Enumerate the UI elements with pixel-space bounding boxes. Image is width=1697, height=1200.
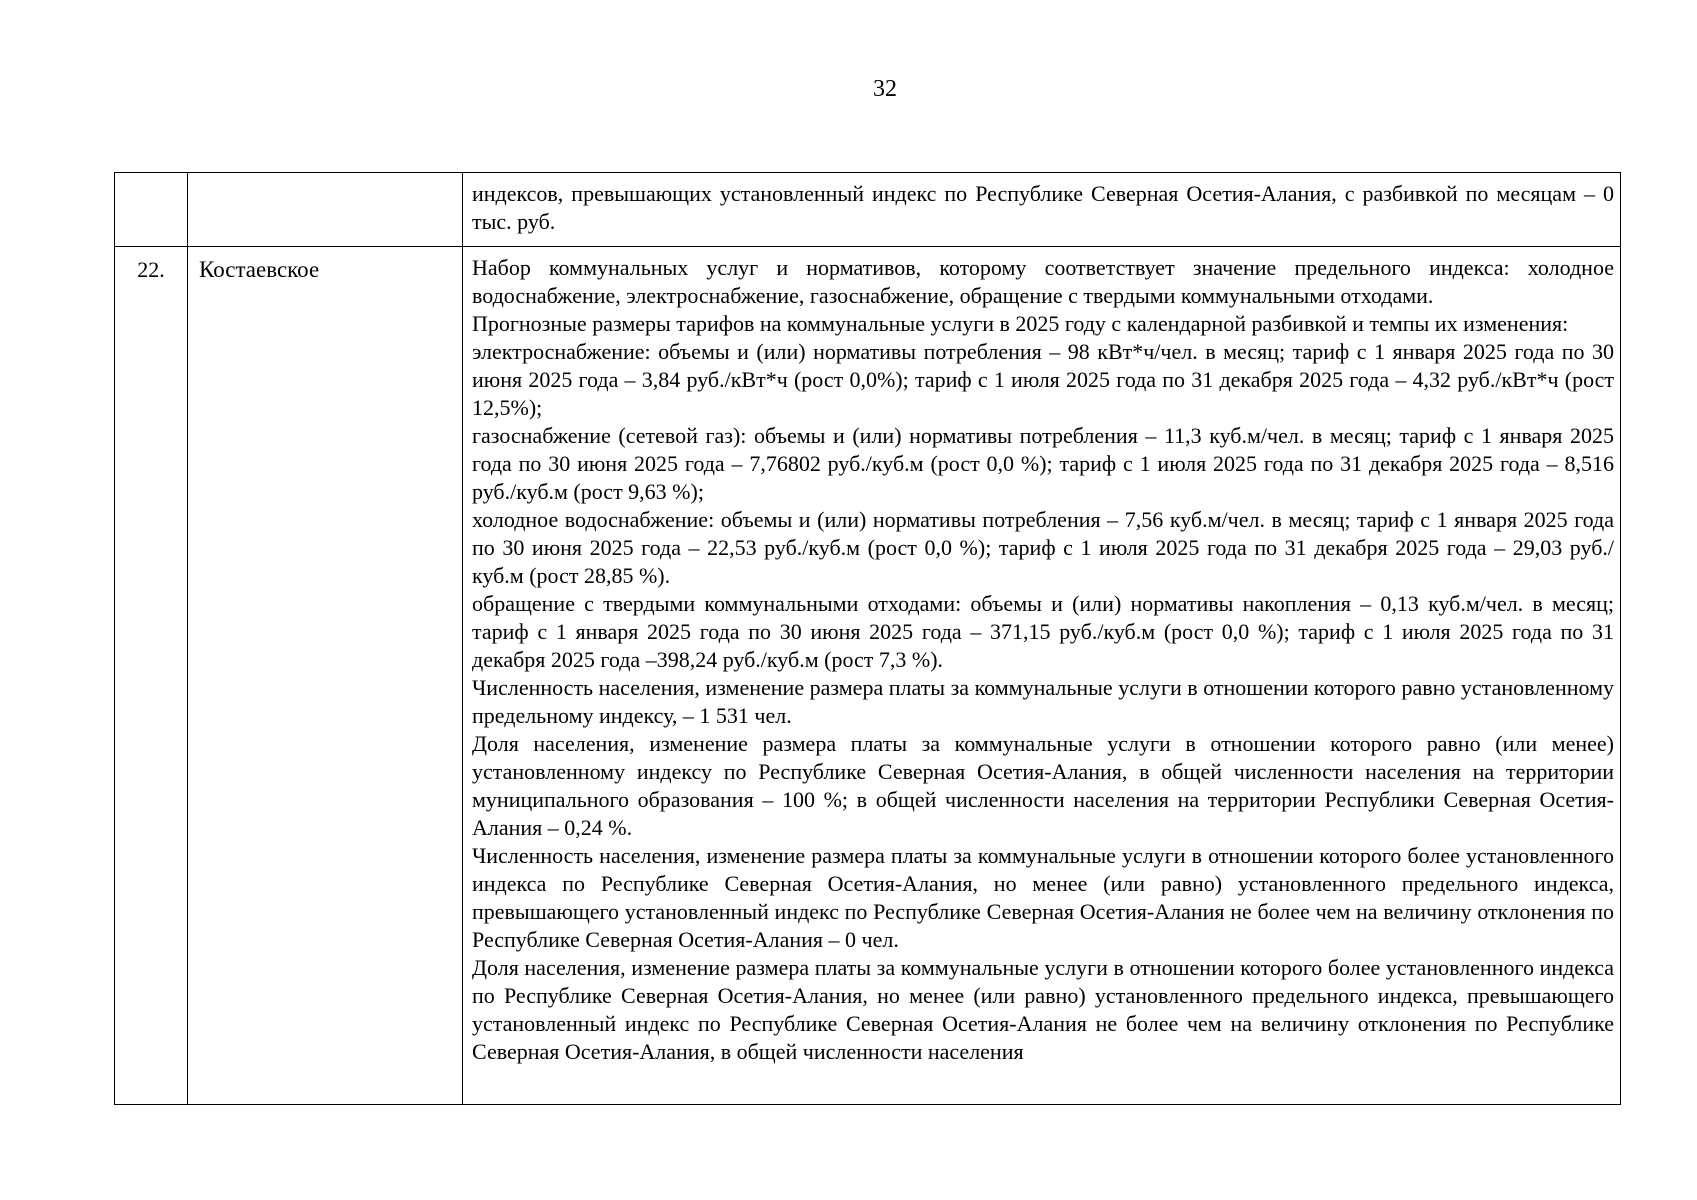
population-above-index-paragraph: Численность населения, изменение размера платы за коммунальные услуги в отношении которого более установленного индекса по Республике Северная Осетия-Алания, но менее (или равно) установленного предельного индекса, превышающего установленный индекс по Республике Северная Осетия-Алания не более чем на величину отклонения по Республике Северная Осетия-Алания – 0 чел.	[472, 843, 1614, 952]
waste-tariff-paragraph: обращение с твердыми коммунальными отходами: объемы и (или) нормативы накопления – 0,13 куб.м/чел. в месяц; тариф с 1 января 2025 года по 30 июня 2025 года – 371,15 руб./куб.м (рост 0,0 %); тариф с 1 июля 2025 года по 31 декабря 2025 года –398,24 руб./куб.м (рост 7,3 %).	[472, 591, 1614, 672]
utility-set-paragraph: Набор коммунальных услуг и нормативов, которому соответствует значение предельного индекса: холодное водоснабжение, электроснабжение, газоснабжение, обращение с твердыми коммунальными отходами.	[472, 255, 1614, 308]
cold-water-tariff-paragraph: холодное водоснабжение: объемы и (или) нормативы потребления – 7,56 куб.м/чел. в месяц; тариф с 1 января 2025 года по 30 июня 2025 года – 22,53 руб./куб.м (рост 0,0 %); тариф с 1 июля 2025 года по 31 декабря 2025 года – 29,03 руб./куб.м (рост 28,85 %).	[472, 507, 1614, 588]
settlement-name: Костаевское	[199, 257, 320, 282]
electricity-tariff-paragraph: электроснабжение: объемы и (или) нормативы потребления – 98 кВт*ч/чел. в месяц; тариф с 1 января 2025 года по 30 июня 2025 года – 3,84 руб./кВт*ч (рост 0,0%); тариф с 1 июля 2025 года по 31 декабря 2025 года – 4,32 руб./кВт*ч (рост 12,5%);	[472, 339, 1614, 420]
page-number: 32	[873, 76, 897, 102]
population-count-paragraph: Численность населения, изменение размера платы за коммунальные услуги в отношении которого равно установленному предельному индексу, – 1 531 чел.	[472, 675, 1614, 728]
row-name-cell	[188, 247, 463, 1105]
row-number	[115, 173, 187, 182]
population-share-paragraph: Доля населения, изменение размера платы за коммунальные услуги в отношении которого равно (или менее) установленному индексу по Республике Северная Осетия-Алания, в общей численности населения на территории муниципального образования – 100 %; в общей численности населения на территории Республики Северная Осетия-Алания – 0,24 %.	[472, 731, 1614, 840]
table-row-continuation	[115, 173, 1621, 247]
gas-tariff-paragraph: газоснабжение (сетевой газ): объемы и (или) нормативы потребления – 11,3 куб.м/чел. в месяц; тариф с 1 января 2025 года по 30 июня 2025 года – 7,76802 руб./куб.м (рост 0,0 %); тариф с 1 июля 2025 года по 31 декабря 2025 года – 8,516 руб./куб.м (рост 9,63 %);	[472, 423, 1614, 504]
row-text-cell	[463, 247, 1621, 1105]
population-share-above-index-paragraph: Доля населения, изменение размера платы за коммунальные услуги в отношении которого более установленного индекса по Республике Северная Осетия-Алания, но менее (или равно) установленного предельного индекса, превышающего установленный индекс по Республике Северная Осетия-Алания не более чем на величину отклонения по Республике Северная Осетия-Алания, в общей численности населения	[472, 955, 1614, 1064]
row-number-cell	[115, 173, 188, 247]
text-paragraph: индексов, превышающих установленный индекс по Республике Северная Осетия-Алания, с разбивкой по месяцам – 0 тыс. руб.	[472, 181, 1614, 234]
row-number: 22.	[137, 257, 165, 282]
tariff-forecast-heading: Прогнозные размеры тарифов на коммунальные услуги в 2025 году с календарной разбивкой и темпы их изменения:	[472, 311, 1569, 336]
settlement-name	[188, 173, 462, 182]
row-text-cell	[463, 173, 1621, 247]
row-name-cell	[188, 173, 463, 247]
municipalities-table	[114, 172, 1621, 1105]
table-row-22	[115, 247, 1621, 1105]
row-number-cell	[115, 247, 188, 1105]
